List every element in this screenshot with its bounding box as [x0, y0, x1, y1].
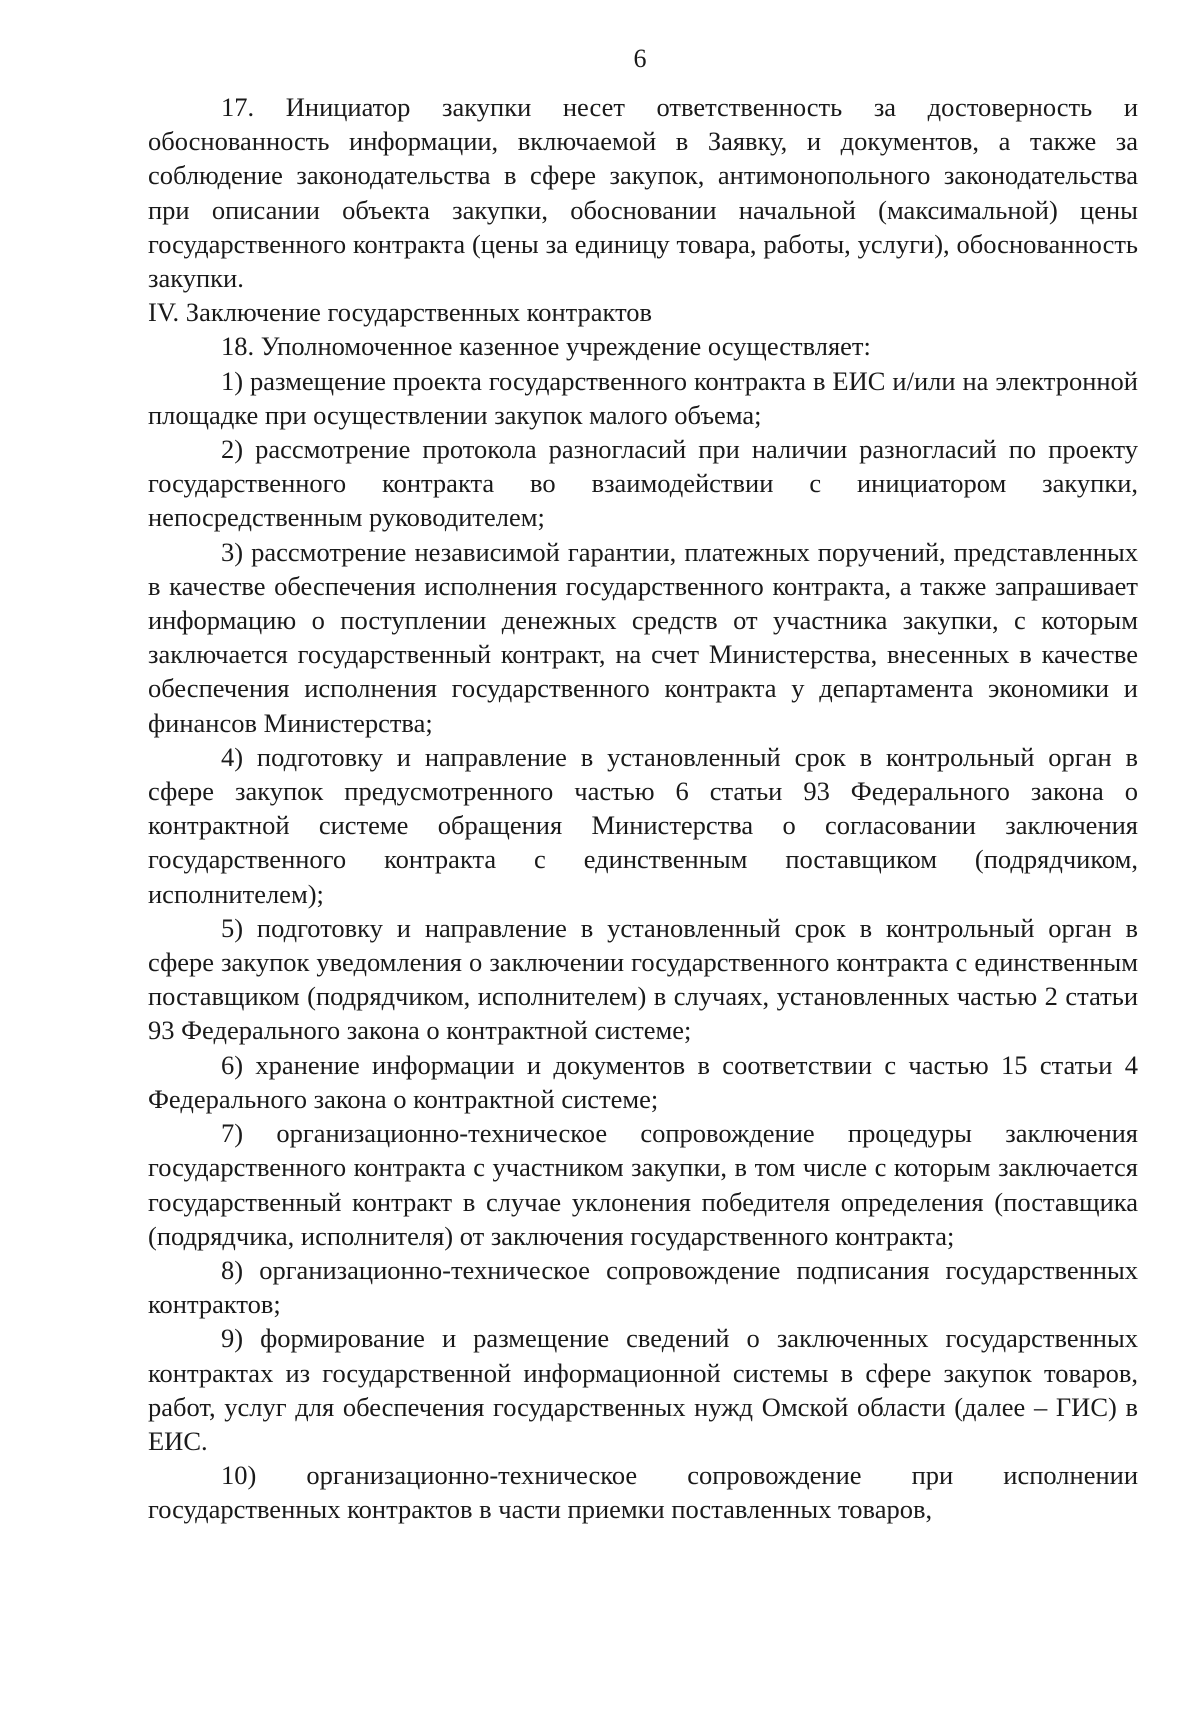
list-item-6: 6) хранение информации и документов в соответствии с частью 15 статьи 4 Федерального закона о контрактной системе; — [148, 1049, 1138, 1114]
list-item-4: 4) подготовку и направление в установленный срок в контрольный орган в сфере закупок предусмотренного частью 6 статьи 93 Федерального закона о контрактной системе обращения Министерства о согласовании заключения государственного контракта с единственным поставщиком (подрядчиком, исполнителем); — [148, 741, 1138, 909]
page-number: 6 — [633, 44, 647, 73]
list-item-5: 5) подготовку и направление в установленный срок в контрольный орган в сфере закупок уведомления о заключении государственного контракта с единственным поставщиком (подрядчиком, исполнителем) в случаях, установленных частью 2 статьи 93 Федерального закона о контрактной системе; — [148, 912, 1138, 1046]
list-item-3: 3) рассмотрение независимой гарантии, платежных поручений, представленных в качестве обеспечения исполнения государственного контракта, а также запрашивает информацию о поступлении денежных средств от участника закупки, с которым заключается государственный контракт, на счет Министерства, внесенных в качестве обеспечения исполнения государственного контракта у департамента экономики и финансов Министерства; — [148, 536, 1138, 738]
list-item-10: 10) организационно-техническое сопровождение при исполнении государственных контрактов в части приемки поставленных товаров, — [148, 1460, 1138, 1525]
paragraph-18: 18. Уполномоченное казенное учреждение осуществляет: — [221, 331, 871, 362]
list-item-8: 8) организационно-техническое сопровождение подписания государственных контрактов; — [148, 1254, 1138, 1320]
document-body — [148, 90, 1138, 1527]
list-item-1: 1) размещение проекта государственного контракта в ЕИС и/или на электронной площадке при осуществлении закупок малого объема; — [148, 365, 1138, 430]
section-heading: IV. Заключение государственных контрактов — [148, 297, 653, 328]
list-item-9: 9) формирование и размещение сведений о заключенных государственных контрактах из государственной информационной системы в сфере закупок товаров, работ, услуг для обеспечения государственных нужд Омской области (далее – ГИС) в ЕИС. — [148, 1323, 1138, 1456]
paragraph-17: 17. Инициатор закупки несет ответственность за достоверность и обоснованность информации, включаемой в Заявку, и документов, а также за соблюдение законодательства в сфере закупок, антимонопольного законодательства при описании объекта закупки, обосновании начальной (максимальной) цены государственного контракта (цены за единицу товара, работы, услуги), обоснованность закупки. — [148, 92, 1138, 294]
list-item-2: 2) рассмотрение протокола разногласий при наличии разногласий по проекту государственного контракта во взаимодействии с инициатором закупки, непосредственным руководителем; — [148, 434, 1138, 533]
list-item-7: 7) организационно-техническое сопровождение процедуры заключения государственного контракта с участником закупки, в том числе с которым заключается государственный контракт в случае уклонения победителя определения (поставщика (подрядчика, исполнителя) от заключения государственного контракта; — [148, 1118, 1138, 1251]
